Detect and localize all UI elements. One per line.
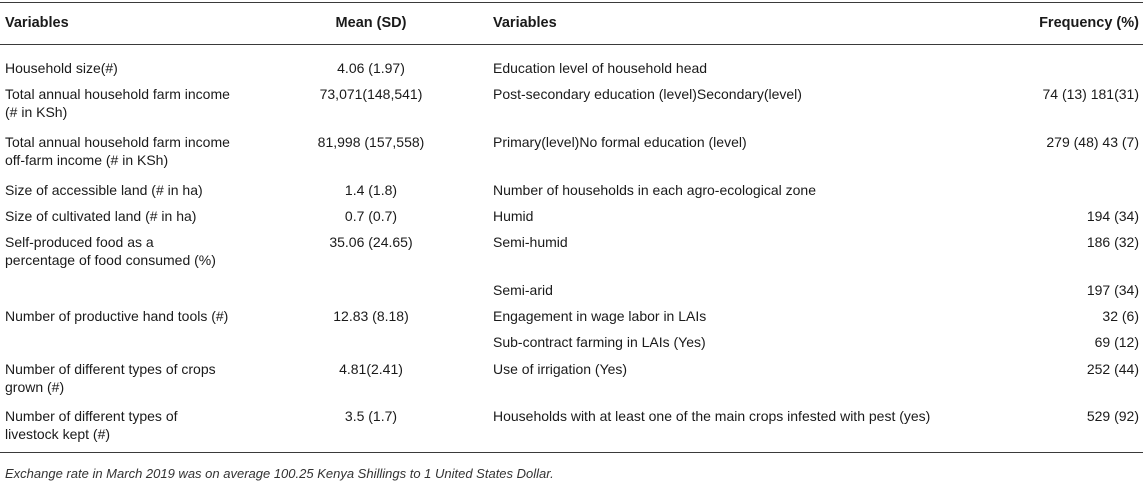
right-row-label: Semi-arid bbox=[493, 282, 553, 298]
left-row-label: Self-produced food as a bbox=[5, 234, 154, 250]
top-rule bbox=[0, 2, 1143, 3]
right-row-label: Number of households in each agro-ecological zone bbox=[493, 182, 816, 198]
left-row-label: Total annual household farm income bbox=[5, 86, 230, 102]
right-row-value: 194 (34) bbox=[1086, 208, 1139, 224]
table-footnote: Exchange rate in March 2019 was on average 100.25 Kenya Shillings to 1 United States Dollar. bbox=[5, 466, 554, 481]
left-row-label: Size of cultivated land (# in ha) bbox=[5, 208, 197, 224]
left-row-label: Size of accessible land (# in ha) bbox=[5, 182, 203, 198]
left-row-label-cont: livestock kept (#) bbox=[5, 426, 111, 442]
right-row-value: 529 (92) bbox=[1086, 408, 1139, 424]
right-row-value: 186 (32) bbox=[1086, 234, 1139, 250]
left-row-value: 0.7 (0.7) bbox=[344, 208, 398, 224]
left-row-label-cont: (# in KSh) bbox=[5, 104, 68, 120]
right-row-value: 252 (44) bbox=[1086, 361, 1139, 377]
left-row-label-cont: off-farm income (# in KSh) bbox=[5, 152, 169, 168]
right-row-label: Engagement in wage labor in LAIs bbox=[493, 308, 707, 324]
header-mean-sd: Mean (SD) bbox=[335, 15, 407, 31]
right-row-label: Education level of household head bbox=[493, 60, 708, 76]
left-row-label-cont: grown (#) bbox=[5, 379, 65, 395]
right-row-label: Households with at least one of the main crops infested with pest (yes) bbox=[493, 408, 931, 424]
right-row-value: 74 (13) 181(31) bbox=[1042, 86, 1139, 102]
right-row-label: Post-secondary education (level)Secondary(level) bbox=[493, 86, 802, 102]
left-row-value: 4.81(2.41) bbox=[339, 361, 403, 377]
left-row-value: 73,071(148,541) bbox=[319, 86, 423, 102]
left-row-label: Number of different types of crops bbox=[5, 361, 216, 377]
header-variables-left: Variables bbox=[5, 15, 69, 31]
right-row-label: Humid bbox=[493, 208, 534, 224]
left-row-value: 4.06 (1.97) bbox=[337, 60, 405, 76]
right-row-label: Sub-contract farming in LAIs (Yes) bbox=[493, 334, 706, 350]
right-row-value: 279 (48) 43 (7) bbox=[1046, 134, 1139, 150]
left-row-value: 35.06 (24.65) bbox=[329, 234, 413, 250]
header-rule bbox=[0, 44, 1143, 45]
bottom-rule bbox=[0, 452, 1143, 453]
header-frequency: Frequency (%) bbox=[1039, 15, 1139, 31]
right-row-label: Use of irrigation (Yes) bbox=[493, 361, 628, 377]
left-row-value: 1.4 (1.8) bbox=[344, 182, 398, 198]
right-row-label: Primary(level)No formal education (level) bbox=[493, 134, 747, 150]
header-variables-right: Variables bbox=[493, 15, 557, 31]
right-row-value: 69 (12) bbox=[1094, 334, 1139, 350]
right-row-value: 32 (6) bbox=[1102, 308, 1139, 324]
left-row-value: 12.83 (8.18) bbox=[333, 308, 409, 324]
left-row-value: 81,998 (157,558) bbox=[317, 134, 425, 150]
right-row-value: 197 (34) bbox=[1086, 282, 1139, 298]
right-row-label: Semi-humid bbox=[493, 234, 568, 250]
left-row-label: Total annual household farm income bbox=[5, 134, 230, 150]
left-row-label: Number of productive hand tools (#) bbox=[5, 308, 229, 324]
left-row-label: Household size(#) bbox=[5, 60, 118, 76]
left-row-value: 3.5 (1.7) bbox=[344, 408, 398, 424]
left-row-label: Number of different types of bbox=[5, 408, 178, 424]
left-row-label-cont: percentage of food consumed (%) bbox=[5, 252, 216, 268]
